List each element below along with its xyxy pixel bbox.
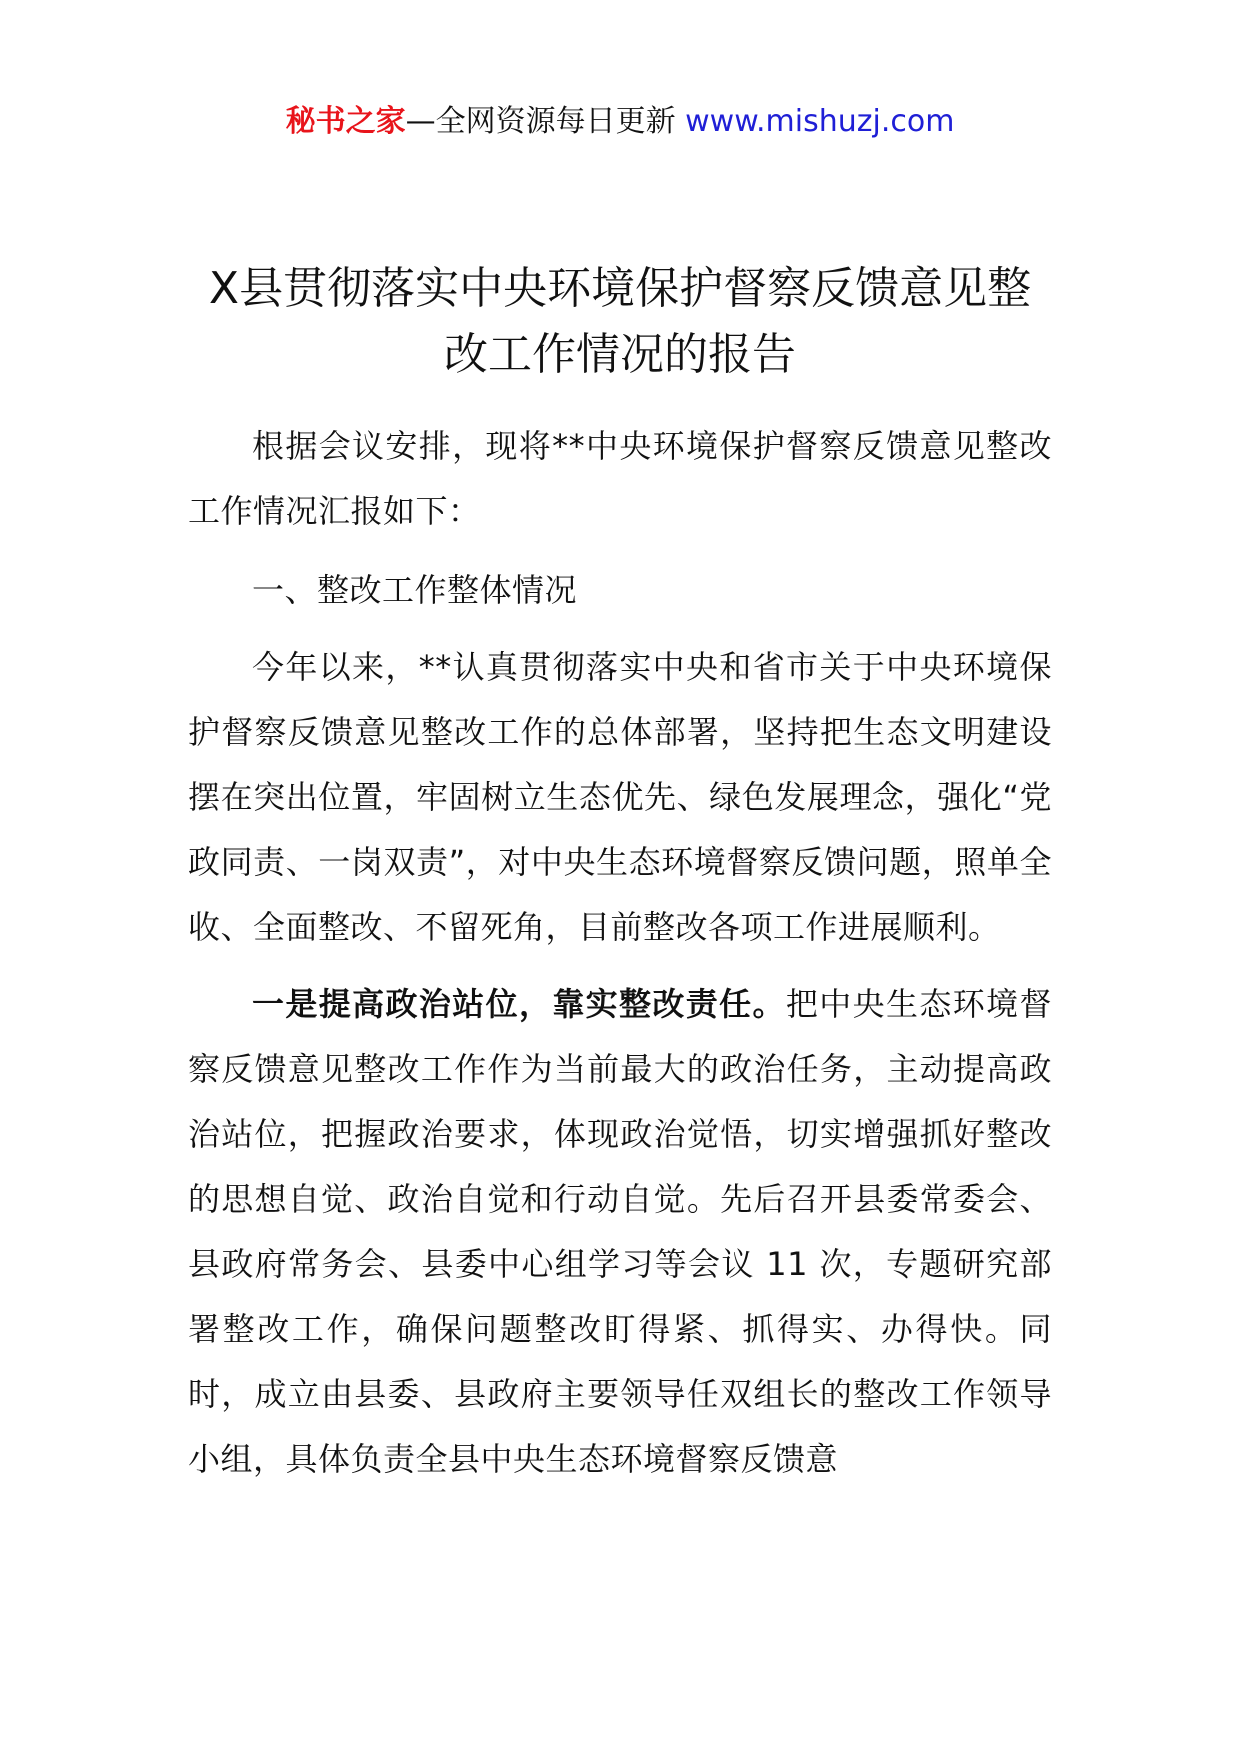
intro-paragraph: 根据会议安排，现将**中央环境保护督察反馈意见整改工作情况汇报如下： bbox=[188, 427, 1052, 530]
site-url-link[interactable]: www.mishuzj.com bbox=[685, 104, 955, 139]
document-title: X县贯彻落实中央环境保护督察反馈意见整改工作情况的报告 bbox=[208, 263, 1032, 380]
paragraph-lead-bold: 一是提高政治站位，靠实整改责任。 bbox=[252, 985, 786, 1023]
paragraph-body: 把中央生态环境督察反馈意见整改工作作为当前最大的政治任务，主动提高政治站位，把握政治要求，体现政治觉悟，切实增强抓好整改的思想自觉、政治自觉和行动自觉。先后召开县委常委会、县政府常务会、县委中心组学习等会议 11 次，专题研究部署整改工作，确保问题整改盯得紧、抓得实、办得快。同时，成立由县委、县政府主要领导任双组长的整改工作领导小组，具体负责全县中央生态环境督察反馈意 bbox=[188, 985, 1052, 1478]
site-brand: 秘书之家 bbox=[285, 104, 406, 139]
document-body bbox=[188, 414, 1052, 1492]
site-tagline: —全网资源每日更新 bbox=[405, 104, 676, 139]
paragraph-political-stance bbox=[188, 972, 1052, 1492]
paragraph-overview: 今年以来，**认真贯彻落实中央和省市关于中央环境保护督察反馈意见整改工作的总体部署，坚持把生态文明建设摆在突出位置，牢固树立生态优先、绿色发展理念，强化“党政同责、一岗双责”，对中央生态环境督察反馈问题，照单全收、全面整改、不留死角，目前整改各项工作进展顺利。 bbox=[188, 648, 1052, 946]
section-heading: 一、整改工作整体情况 bbox=[252, 571, 578, 609]
site-header bbox=[0, 100, 1240, 144]
